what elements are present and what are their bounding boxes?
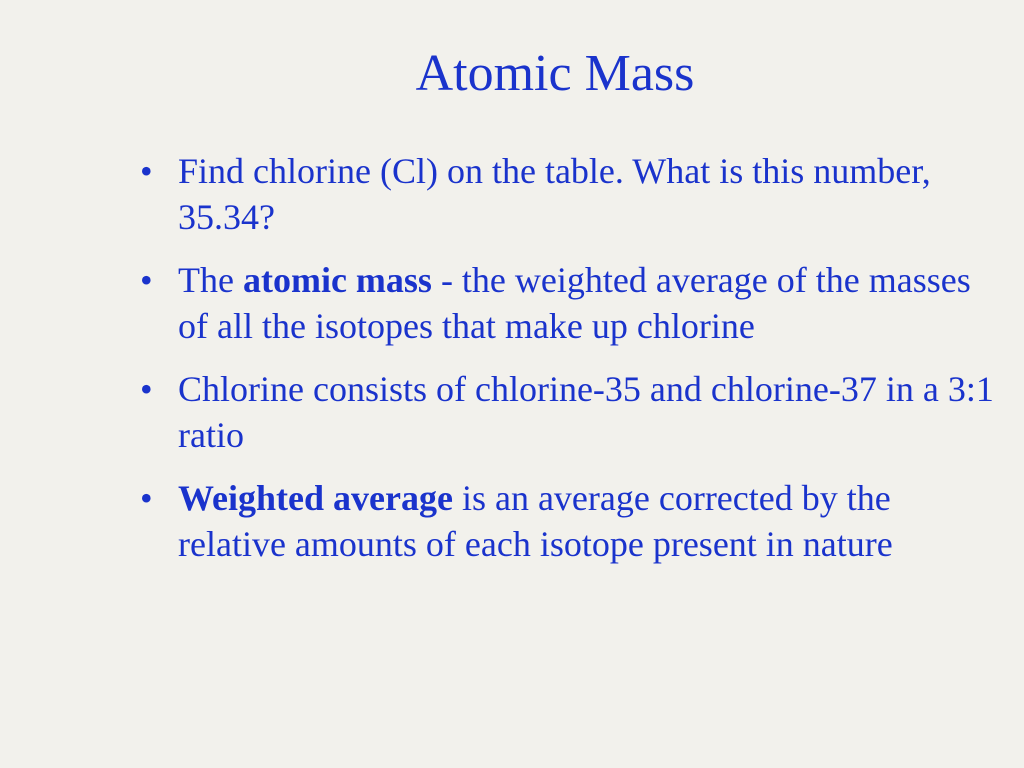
term-atomic-mass: atomic mass — [242, 260, 432, 300]
slide-title: Atomic Mass — [415, 45, 695, 102]
bullet-list — [138, 148, 998, 584]
bullet-item-3 — [138, 366, 998, 458]
bullet-text-prefix: The — [178, 260, 243, 300]
bullet-item-1 — [138, 148, 998, 240]
bullet-text-suffix: - the weighted average of the masses of all the isotopes that make up chlorine — [178, 260, 971, 346]
bullet-text-suffix: is an average corrected by the relative amounts of each isotope present in nature — [178, 478, 893, 564]
bullet-item-2 — [138, 257, 998, 349]
bullet-icon: • — [140, 151, 153, 191]
bullet-text: Find chlorine (Cl) on the table. What is this number, 35.34? — [178, 151, 931, 237]
bullet-item-4 — [138, 475, 998, 567]
bullet-icon: • — [140, 260, 153, 300]
bullet-icon: • — [140, 369, 153, 409]
term-weighted-average: Weighted average — [178, 478, 453, 518]
bullet-text: Chlorine consists of chlorine-35 and chlorine-37 in a 3:1 ratio — [178, 369, 994, 455]
bullet-icon: • — [140, 478, 153, 518]
